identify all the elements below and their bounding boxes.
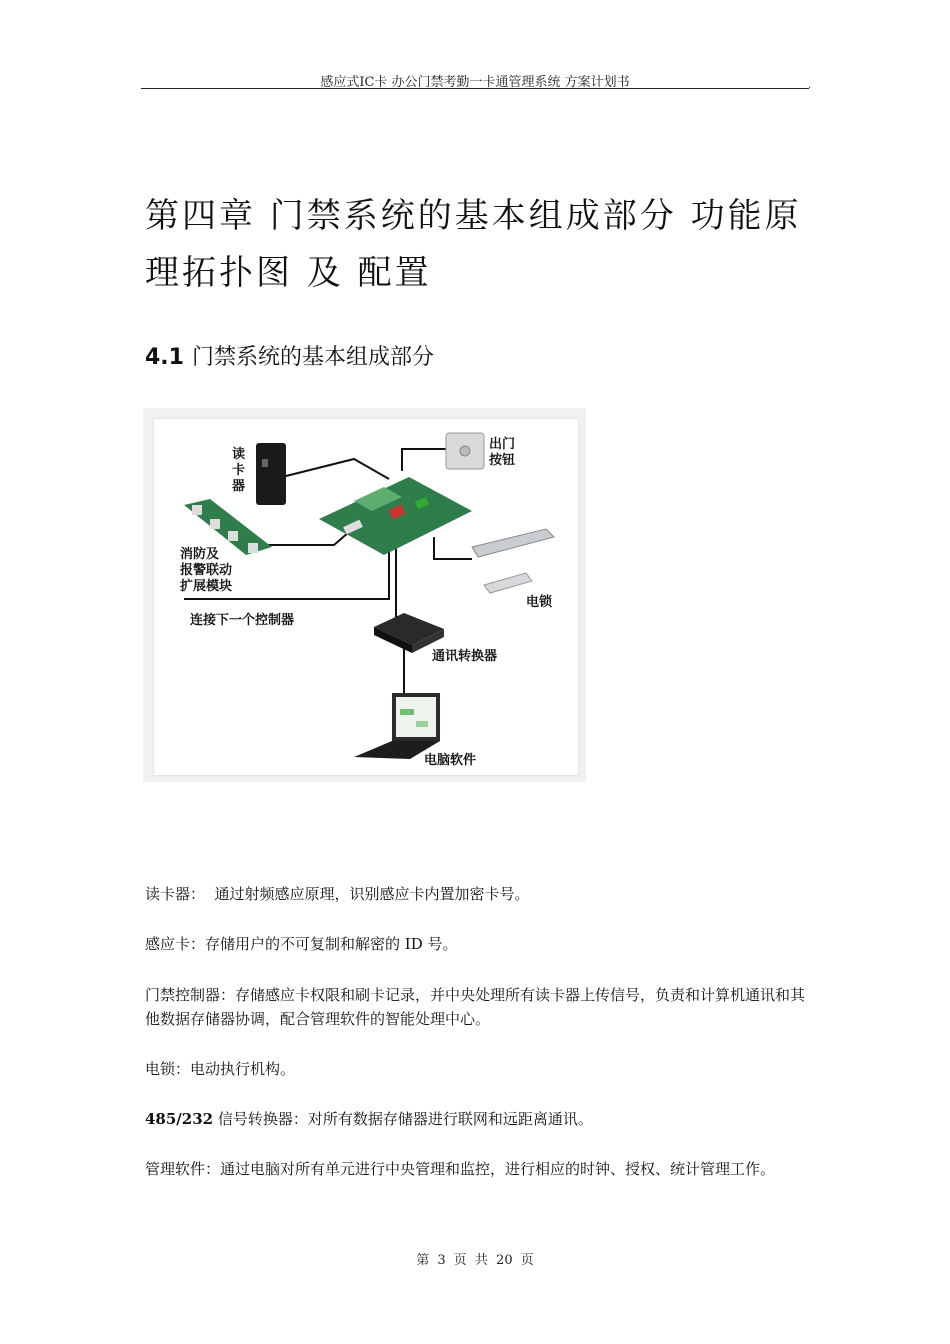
controller-board-icon: [319, 477, 472, 555]
topology-diagram: [154, 419, 578, 775]
desc-electric-lock: 电动执行机构。: [190, 1060, 296, 1078]
label-next-controller: 连接下一个控制器: [190, 613, 295, 628]
paragraph-card-reader: [145, 882, 810, 906]
wire-reader: [282, 459, 389, 479]
paragraph-proximity-card: [145, 932, 810, 956]
label-fire-module-3: 扩展模块: [180, 579, 233, 594]
desc-access-controller: 存储感应卡权限和刷卡记录，并中央处理所有读卡器上传信号，负责和计算机通讯和其他数据存储器协调，配合管理软件的智能处理中心。: [145, 986, 806, 1028]
term-management-software: 管理软件：: [145, 1160, 221, 1178]
label-card-reader: [232, 447, 245, 495]
paragraph-access-controller: [145, 983, 810, 1031]
term-card-reader: 读卡器：: [145, 885, 206, 903]
label-exit-button: [489, 437, 515, 469]
label-exit-button-1: 出门: [489, 437, 516, 452]
topology-figure-canvas: [153, 418, 579, 776]
desc-management-software: 通过电脑对所有单元进行中央管理和监控，进行相应的时钟、授权、统计管理工作。: [220, 1160, 776, 1178]
section-number: 4.1: [145, 345, 184, 370]
desc-card-reader: 通过射频感应原理，识别感应卡内置加密卡号。: [205, 885, 530, 903]
header-rule: [141, 88, 809, 89]
section-title: 门禁系统的基本组成部分: [191, 345, 434, 370]
term-converter-model: 485/232: [145, 1110, 214, 1128]
label-pc-software: 电脑软件: [424, 753, 477, 768]
electric-lock-icon: [472, 529, 554, 593]
label-converter: 通讯转换器: [432, 649, 498, 664]
label-card-reader-2: 卡: [232, 463, 246, 478]
label-card-reader-3: 器: [232, 479, 246, 494]
converter-icon: [374, 613, 444, 653]
label-electric-lock: 电锁: [526, 595, 553, 610]
wire-exit-button: [402, 449, 446, 471]
page-footer: 第 3 页 共 20 页: [416, 1253, 534, 1268]
section-heading: [145, 340, 434, 371]
chapter-title-line-1: 第四章 门禁系统的基本组成部分 功能原: [145, 196, 802, 236]
term-access-controller: 门禁控制器：: [145, 986, 236, 1004]
label-fire-module-1: 消防及: [180, 547, 220, 562]
topology-figure: [143, 408, 586, 782]
term-signal-converter: 信号转换器：: [213, 1110, 308, 1128]
desc-proximity-card: 存储用户的不可复制和解密的 ID 号。: [205, 935, 458, 953]
exit-button-icon: [446, 433, 484, 469]
label-fire-module: [180, 547, 232, 595]
laptop-icon: [354, 693, 440, 759]
paragraph-signal-converter: [145, 1107, 810, 1131]
header-mark: .: [808, 80, 812, 91]
label-exit-button-2: 按钮: [489, 453, 516, 468]
paragraph-electric-lock: [145, 1057, 810, 1081]
wire-lock: [434, 537, 472, 559]
paragraph-management-software: [145, 1157, 810, 1181]
label-card-reader-1: 读: [232, 447, 246, 462]
chapter-title-line-2: 理拓扑图 及 配置: [145, 253, 432, 293]
page-header: 感应式IC卡 办公门禁考勤一卡通管理系统 方案计划书: [320, 75, 630, 90]
label-fire-module-2: 报警联动: [180, 563, 233, 578]
card-reader-icon: [256, 443, 286, 505]
term-electric-lock: 电锁：: [145, 1060, 191, 1078]
desc-signal-converter: 对所有数据存储器进行联网和远距离通讯。: [307, 1110, 593, 1128]
wire-converter: [396, 539, 402, 617]
term-proximity-card: 感应卡：: [145, 935, 206, 953]
